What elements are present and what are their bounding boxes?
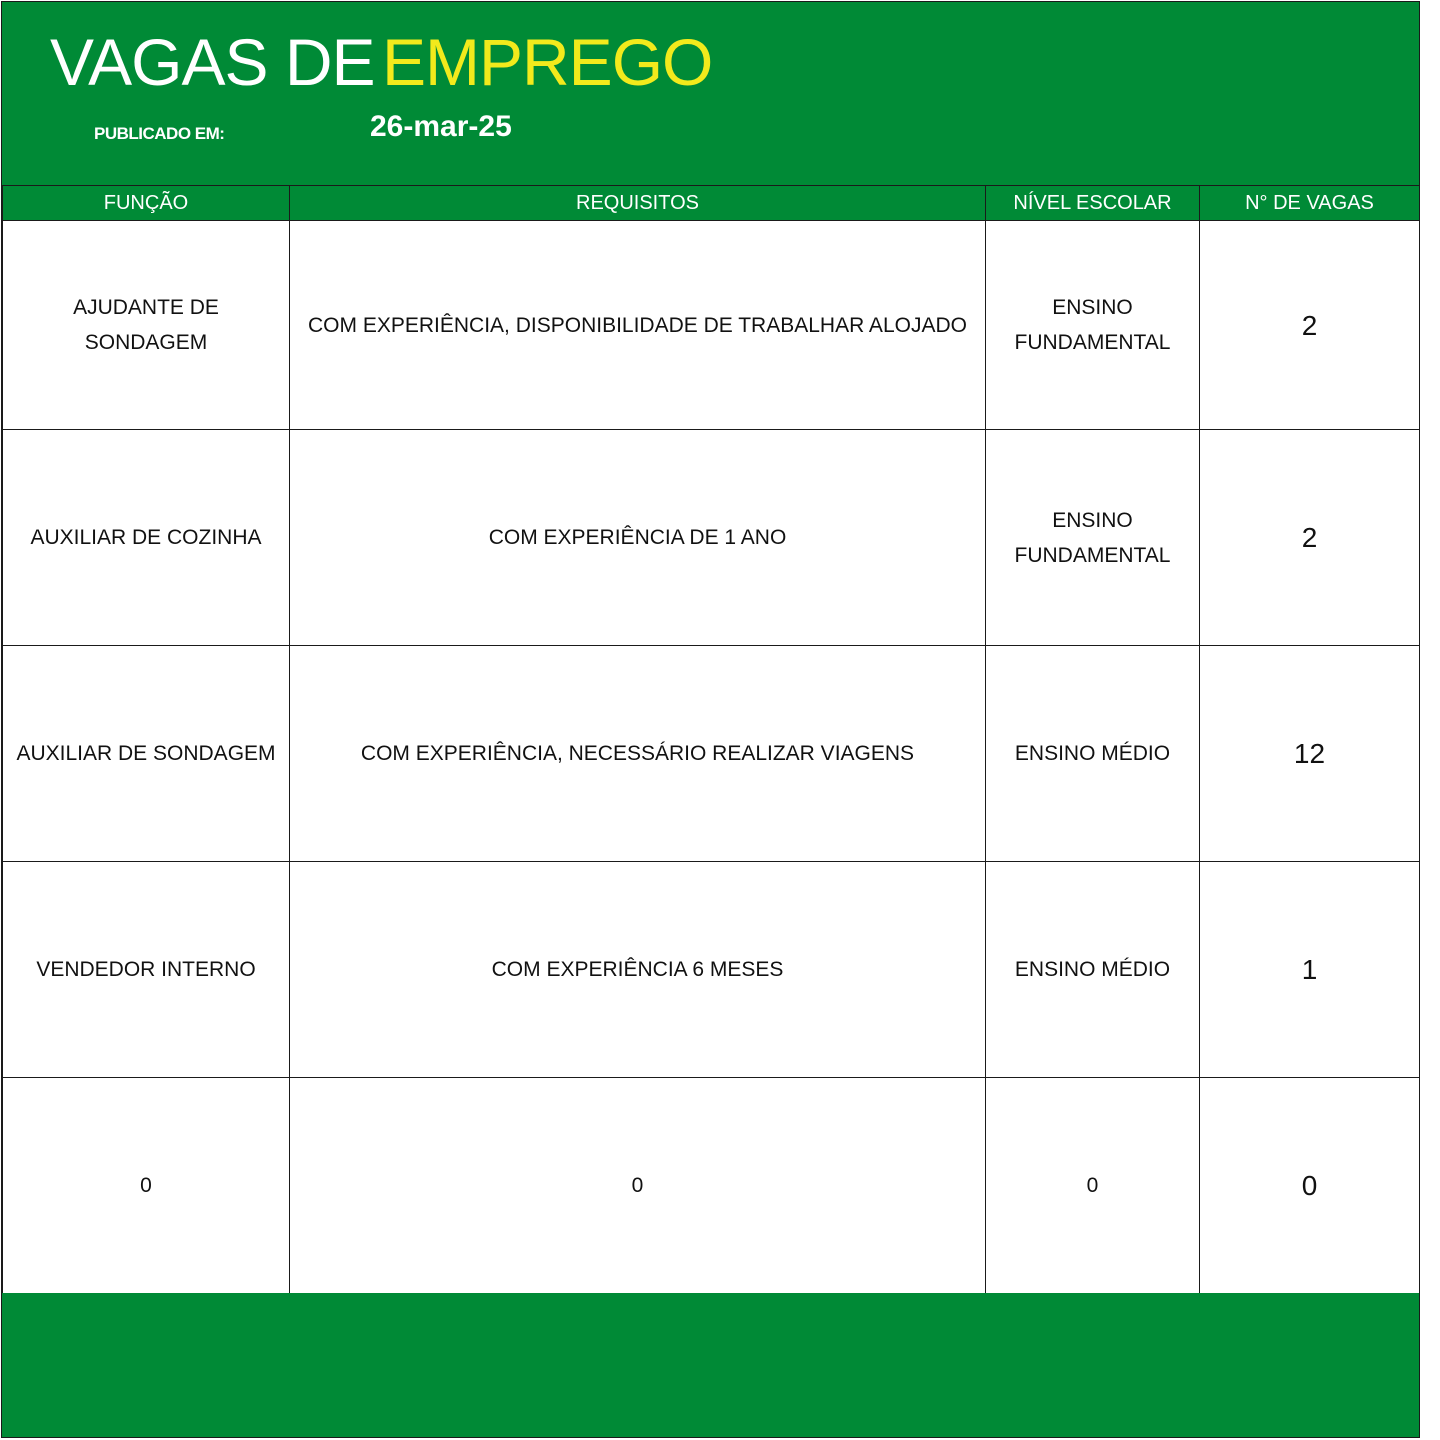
column-header-nivel-escolar: NÍVEL ESCOLAR xyxy=(986,186,1200,221)
cell-num-vagas: 12 xyxy=(1200,646,1420,862)
cell-funcao: AUXILIAR DE SONDAGEM xyxy=(3,646,290,862)
cell-requisitos: COM EXPERIÊNCIA DE 1 ANO xyxy=(290,430,986,646)
column-header-funcao: FUNÇÃO xyxy=(3,186,290,221)
published-label: PUBLICADO EM: xyxy=(94,124,225,143)
cell-requisitos: COM EXPERIÊNCIA, NECESSÁRIO REALIZAR VIAGENS xyxy=(290,646,986,862)
title-part-2: EMPREGO xyxy=(382,25,713,99)
cell-num-vagas: 1 xyxy=(1200,862,1420,1078)
cell-funcao: AJUDANTE DE SONDAGEM xyxy=(3,221,290,430)
cell-nivel-escolar: ENSINO FUNDAMENTAL xyxy=(986,221,1200,430)
title-part-1: VAGAS DE xyxy=(50,25,375,99)
cell-requisitos: 0 xyxy=(290,1078,986,1294)
cell-funcao: AUXILIAR DE COZINHA xyxy=(3,430,290,646)
table-row xyxy=(3,430,1420,646)
table-row xyxy=(3,1078,1420,1294)
table-row xyxy=(3,221,1420,430)
cell-requisitos: COM EXPERIÊNCIA, DISPONIBILIDADE DE TRABALHAR ALOJADO xyxy=(290,221,986,430)
cell-nivel-escolar: ENSINO FUNDAMENTAL xyxy=(986,430,1200,646)
job-board-sheet xyxy=(1,1,1420,1438)
published-date: 26-mar-25 xyxy=(370,110,512,143)
cell-requisitos: COM EXPERIÊNCIA 6 MESES xyxy=(290,862,986,1078)
jobs-table xyxy=(2,185,1420,1294)
column-header-num-vagas: N° DE VAGAS xyxy=(1200,186,1420,221)
table-header-row xyxy=(3,186,1420,221)
footer-banner xyxy=(2,1293,1419,1437)
cell-num-vagas: 2 xyxy=(1200,221,1420,430)
cell-nivel-escolar: 0 xyxy=(986,1078,1200,1294)
cell-num-vagas: 2 xyxy=(1200,430,1420,646)
page-edge xyxy=(1422,0,1440,1440)
cell-funcao: VENDEDOR INTERNO xyxy=(3,862,290,1078)
column-header-requisitos: REQUISITOS xyxy=(290,186,986,221)
table-row xyxy=(3,862,1420,1078)
header-banner xyxy=(2,2,1419,185)
cell-nivel-escolar: ENSINO MÉDIO xyxy=(986,862,1200,1078)
cell-num-vagas: 0 xyxy=(1200,1078,1420,1294)
table-row xyxy=(3,646,1420,862)
cell-funcao: 0 xyxy=(3,1078,290,1294)
cell-nivel-escolar: ENSINO MÉDIO xyxy=(986,646,1200,862)
